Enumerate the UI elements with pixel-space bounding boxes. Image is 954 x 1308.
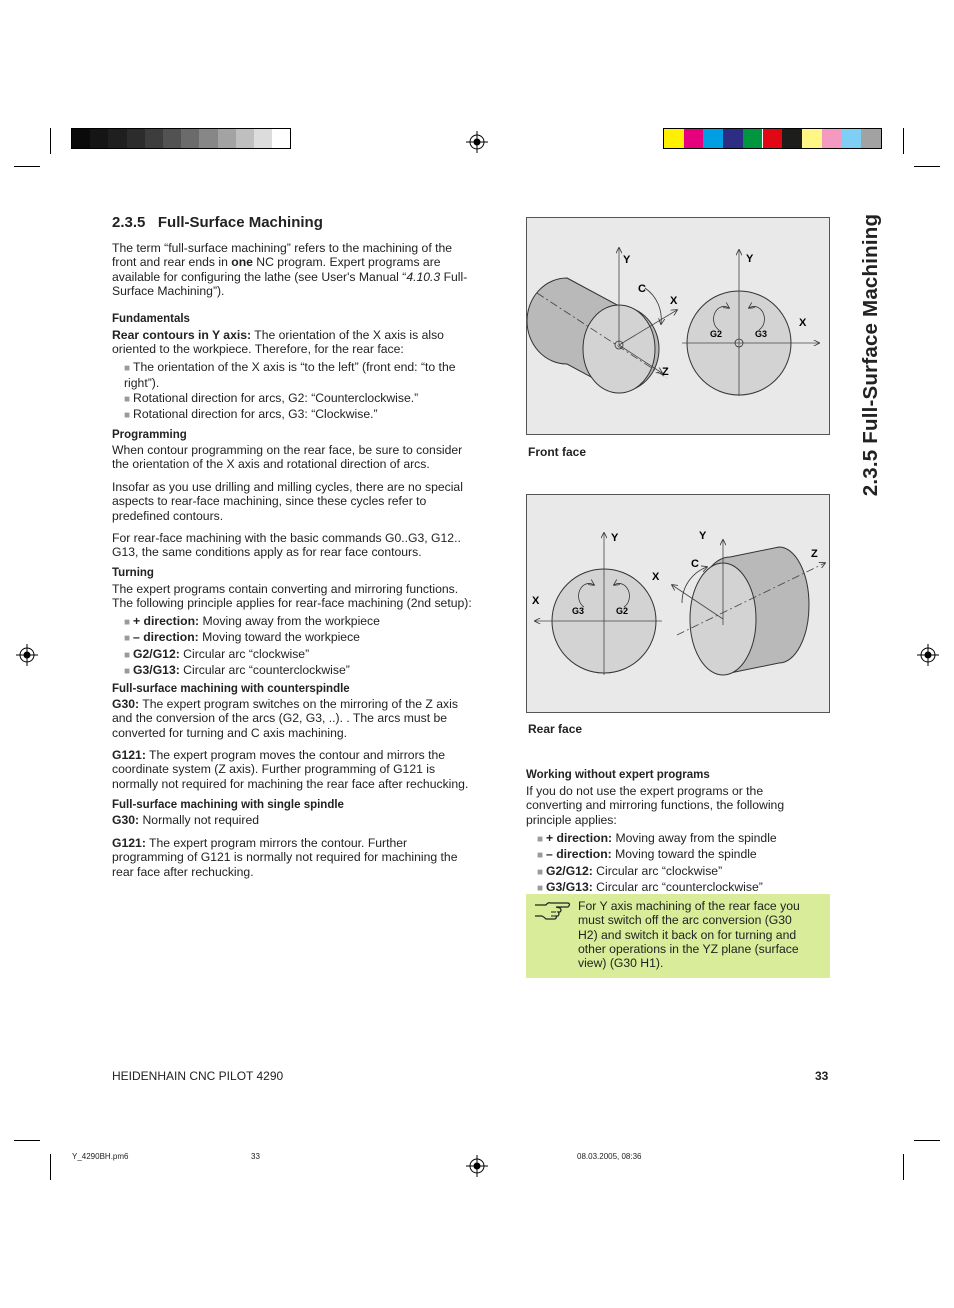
side-title-text: 2.3.5 Full-Surface Machining: [858, 213, 882, 497]
intro-line: front and rear ends in one NC program. Expert programs are: [112, 255, 441, 270]
list-item: ■ G2/G12: Circular arc “clockwise”: [537, 863, 723, 878]
single-spindle-heading: Full-surface machining with single spindle: [112, 799, 344, 811]
arc-label: G3: [755, 329, 768, 339]
side-title: [843, 215, 898, 495]
rear-face-figure: [526, 494, 830, 713]
drilling-paragraph: Insofar as you use drilling and milling cycles, there are no special aspects to rear-face machining, since these cycles refer to predefined contours.: [112, 480, 463, 523]
rear-bullet-list: [124, 360, 502, 423]
crop-mark: [50, 1154, 51, 1180]
counterspindle-heading: Full-surface machining with counterspindle: [112, 683, 350, 695]
spindle-bullet-list: [537, 831, 827, 896]
turning-heading: Turning: [112, 567, 154, 579]
crop-mark: [50, 128, 51, 154]
note-box: [526, 894, 830, 978]
programming-paragraph: When contour programming on the rear face, be sure to consider the orientation of the X axis and rotational direction of arcs.: [112, 443, 463, 472]
registration-mark-icon: [466, 1155, 488, 1177]
crop-mark: [14, 1140, 40, 1141]
crop-mark: [903, 1154, 904, 1180]
intro-line: Surface Machining”).: [112, 283, 225, 298]
rear-face-caption: Rear face: [528, 722, 583, 736]
crop-mark: [914, 1140, 940, 1141]
rear-contours-paragraph: Rear contours in Y axis: The orientation of the X axis is also oriented to the workpiece. Therefore, for the rear face:: [112, 328, 444, 357]
arc-label: G2: [710, 329, 723, 339]
working-without-heading: Working without expert programs: [526, 769, 710, 781]
arc-label: G2: [616, 606, 629, 616]
intro-line: available for configuring the lathe (see User's Manual “4.10.3 Full-: [112, 269, 468, 284]
axis-label: Y: [746, 253, 754, 265]
fundamentals-heading: Fundamentals: [112, 313, 190, 325]
note-text: For Y axis machining of the rear face you must switch off the arc conversion (G30 H2) and switch it back on for turning and other operations in the YZ plane (surface view) (G30 H1).: [578, 899, 800, 971]
list-item: ■ – direction: Moving toward the workpiece: [124, 630, 360, 645]
list-item: ■ + direction: Moving away from the workpiece: [124, 614, 380, 628]
g121-paragraph: G121: The expert program moves the contour and mirrors the coordinate system (Z axis). Further programming of G121 is normally not required for machining the rear face after rechucking.: [112, 748, 469, 791]
working-without-paragraph: If you do not use the expert programs or the converting and mirroring functions, the following principle applies:: [526, 784, 785, 827]
list-item: ■ – direction: Moving toward the spindle: [537, 847, 757, 862]
list-item: ■ The orientation of the X axis is “to the left” (front end: “to the: [124, 360, 456, 374]
crop-mark: [903, 128, 904, 154]
registration-mark-icon: [466, 131, 488, 153]
axis-label: C: [691, 558, 699, 570]
g121-single-paragraph: G121: The expert program mirrors the contour. Further programming of G121 is normally not required for machining the rear face after rechucking.: [112, 836, 458, 879]
axis-label: X: [670, 295, 678, 307]
page-number: 33: [815, 1069, 829, 1083]
crop-mark: [914, 166, 940, 167]
list-item: ■ Rotational direction for arcs, G3: “Clockwise.”: [124, 406, 378, 421]
arc-label: G3: [572, 606, 585, 616]
axis-label: Y: [623, 254, 631, 266]
list-item: right”).: [124, 376, 160, 391]
section-heading: 2.3.5 Full-Surface Machining: [112, 214, 323, 231]
list-item: ■ Rotational direction for arcs, G2: “Counterclockwise.”: [124, 390, 419, 405]
pointing-hand-icon: [534, 900, 572, 920]
axis-label: Z: [662, 366, 669, 378]
registration-mark-icon: [16, 644, 38, 666]
front-face-diagram: [527, 218, 829, 434]
intro-paragraph: [112, 241, 502, 298]
list-item: ■ G3/G13: Circular arc “counterclockwise”: [124, 662, 350, 677]
axis-label: X: [799, 317, 807, 329]
axis-label: Z: [811, 548, 818, 560]
g30-paragraph: G30: The expert program switches on the mirroring of the Z axis and the conversion of the arcs (G2, G3, ..). . The arcs must be converted for turning and C axis machining.: [112, 697, 458, 740]
slug-date: 08.03.2005, 08:36: [577, 1152, 642, 1161]
footer-title: HEIDENHAIN CNC PILOT 4290: [112, 1069, 284, 1083]
axis-label: X: [652, 571, 660, 583]
axis-label: Y: [699, 530, 707, 542]
rear-face-diagram: [527, 495, 829, 712]
turning-paragraph: The expert programs contain converting and mirroring functions. The following principle applies for rear-face machining (2nd setup):: [112, 582, 472, 611]
axis-label: Y: [611, 532, 619, 544]
basic-commands-paragraph: For rear-face machining with the basic commands G0..G3, G12.. G13, the same conditions apply as for rear face contours.: [112, 531, 461, 560]
list-item: ■ G3/G13: Circular arc “counterclockwise”: [537, 879, 763, 894]
front-face-caption: Front face: [528, 445, 587, 459]
axis-label: X: [532, 595, 540, 607]
g30-single-paragraph: G30: Normally not required: [112, 813, 260, 827]
crop-mark: [14, 166, 40, 167]
list-item: ■ G2/G12: Circular arc “clockwise”: [124, 646, 310, 661]
slug-file: Y_4290BH.pm6: [72, 1152, 129, 1161]
gray-bar-frame: [71, 128, 291, 149]
registration-mark-icon: [917, 644, 939, 666]
turning-bullet-list: [124, 614, 502, 679]
front-face-figure: [526, 217, 830, 435]
axis-label: C: [638, 283, 646, 295]
slug-page: 33: [251, 1152, 260, 1161]
intro-line: The term “full-surface machining” refers to the machining of the: [112, 241, 453, 255]
list-item: ■ + direction: Moving away from the spindle: [537, 831, 777, 845]
color-bar-frame: [663, 128, 882, 149]
programming-heading: Programming: [112, 429, 187, 441]
